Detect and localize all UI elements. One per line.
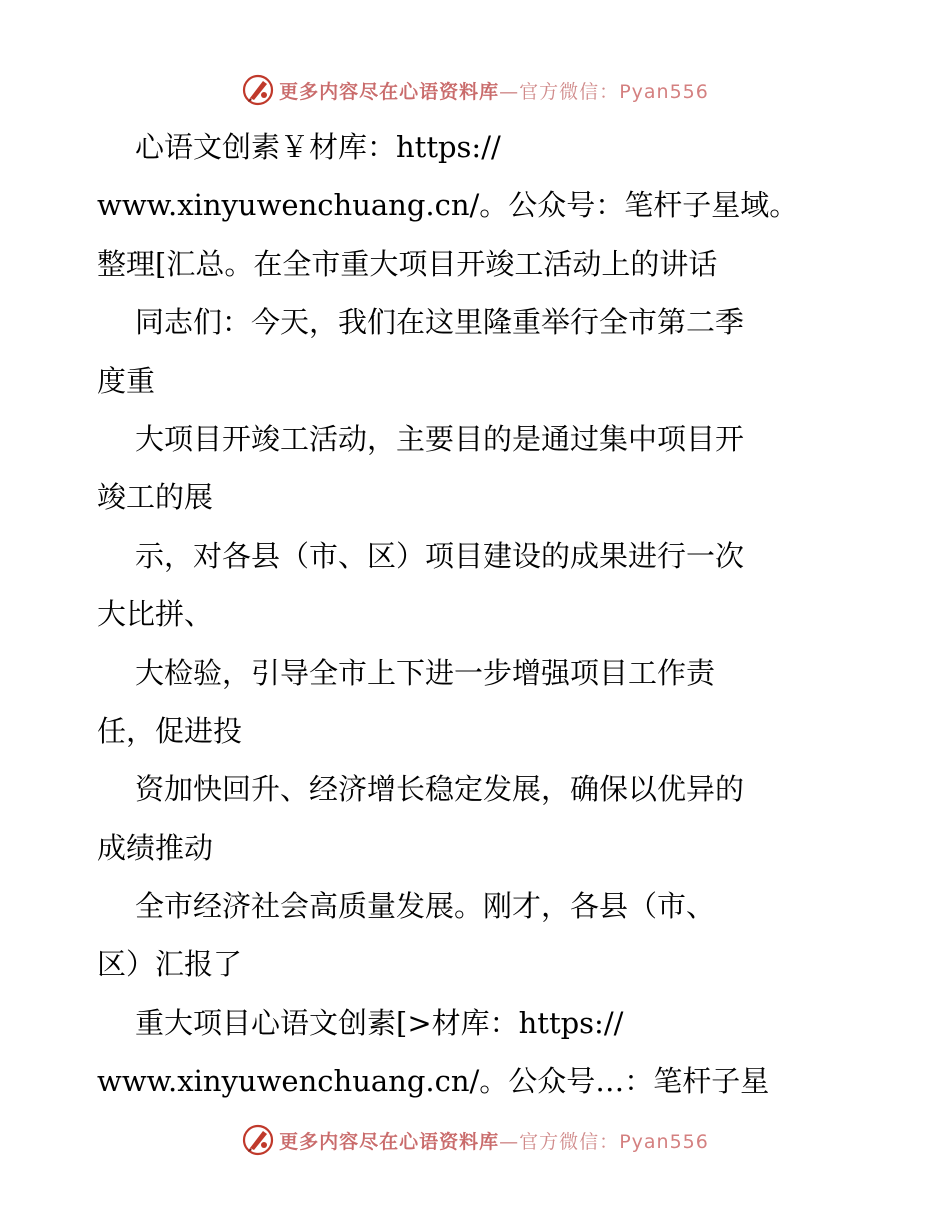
banner-separator: — [499, 80, 520, 103]
text-line: 资加快回升、经济增长稳定发展，确保以优异的 [135, 772, 745, 807]
text-line: www.xinyuwenchuang.cn/。公众号：笔杆子星域。 [97, 188, 799, 223]
banner-label: 官方微信： [519, 80, 620, 103]
text-line: 竣工的展 [97, 480, 214, 515]
text-line: 大检验，引导全市上下进一步增强项目工作责 [135, 655, 716, 690]
document-title-line: 整理[汇总。在全市重大项目开竣工活动上的讲话 [97, 246, 718, 281]
writing-seal-icon [241, 1123, 275, 1157]
banner-brand: 更多内容尽在心语资料库 [279, 80, 500, 103]
text-line: www.xinyuwenchuang.cn/。公众号…：笔杆子星 [97, 1064, 770, 1099]
text-line: 心语文创素￥材库：https:// [135, 130, 501, 164]
text-line: 示，对各县（市、区）项目建设的成果进行一次 [135, 538, 745, 573]
text-line: 区）汇报了 [97, 947, 243, 982]
banner-account: Pyan556 [619, 1130, 709, 1153]
text-line: 全市经济社会高质量发展。刚才，各县（市、 [135, 889, 716, 924]
text-line: 大比拼、 [97, 597, 214, 632]
text-line: 度重 [97, 363, 156, 398]
text-line: 大项目开竣工活动，主要目的是通过集中项目开 [135, 421, 745, 456]
document-body [97, 118, 897, 1111]
banner-brand: 更多内容尽在心语资料库 [279, 1130, 500, 1153]
header-banner [0, 70, 950, 110]
text-line: 任，促进投 [97, 713, 243, 748]
text-line: 同志们：今天，我们在这里隆重举行全市第二季 [135, 305, 745, 340]
banner-separator: — [499, 1130, 520, 1153]
banner-label: 官方微信： [519, 1130, 620, 1153]
text-line: 重大项目心语文创素[>材库：https:// [135, 1005, 624, 1040]
text-line: 成绩推动 [97, 830, 214, 865]
banner-account: Pyan556 [619, 80, 709, 103]
footer-banner [0, 1120, 950, 1160]
writing-seal-icon [241, 73, 275, 107]
